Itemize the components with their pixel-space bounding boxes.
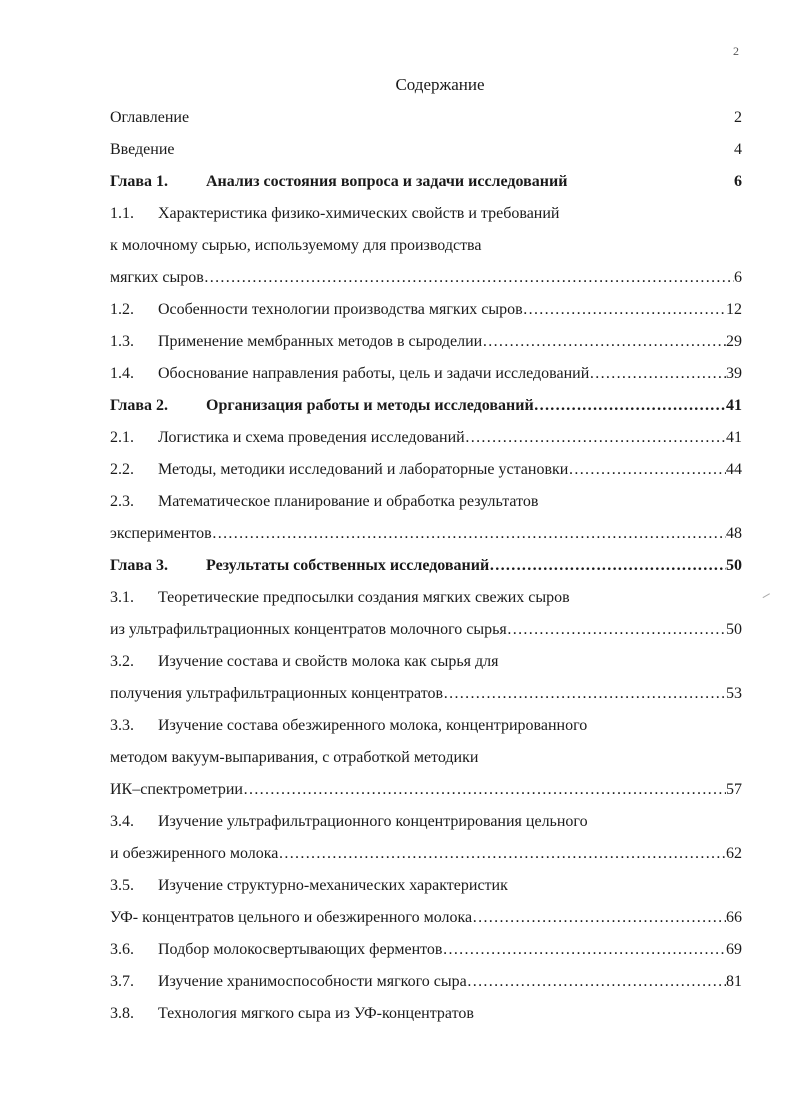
toc-page: 53 bbox=[726, 683, 742, 705]
toc-entry bbox=[110, 843, 742, 865]
toc-chapter bbox=[110, 171, 742, 193]
toc-text: Изучение ультрафильтрационного концентрирования цельного bbox=[158, 813, 588, 830]
toc-page: 44 bbox=[726, 459, 742, 481]
toc-text: Применение мембранных методов в сыроделии bbox=[158, 333, 483, 350]
toc-text: из ультрафильтрационных концентратов молочного сырья bbox=[110, 621, 507, 638]
toc-text: Изучение структурно-механических характеристик bbox=[158, 877, 508, 894]
toc-num: 3.1. bbox=[110, 589, 134, 606]
toc-page: 6 bbox=[734, 267, 742, 289]
toc-page: 41 bbox=[726, 427, 742, 449]
toc-entry bbox=[110, 299, 742, 321]
toc-entry bbox=[110, 459, 742, 481]
toc-entry bbox=[110, 715, 742, 737]
toc-page: 50 bbox=[726, 555, 742, 577]
toc-text: мягких сыров bbox=[110, 269, 204, 286]
toc-entry bbox=[110, 203, 742, 225]
toc-num: 2.3. bbox=[110, 493, 134, 510]
toc-chapter bbox=[110, 555, 742, 577]
toc-entry bbox=[110, 139, 742, 161]
toc-page: 29 bbox=[726, 331, 742, 353]
toc-entry bbox=[110, 331, 742, 353]
toc-text: Математическое планирование и обработка результатов bbox=[158, 493, 539, 510]
toc-text: Изучение состава и свойств молока как сырья для bbox=[158, 653, 499, 670]
toc-entry bbox=[110, 363, 742, 385]
toc-entry bbox=[110, 619, 742, 641]
toc-text: Характеристика физико-химических свойств и требований bbox=[158, 205, 560, 222]
toc-entry bbox=[110, 1003, 742, 1025]
toc-entry bbox=[110, 587, 742, 609]
toc-page: 81 bbox=[726, 971, 742, 993]
toc-num: Глава 2. bbox=[110, 397, 168, 414]
toc-num: 3.2. bbox=[110, 653, 134, 670]
toc-entry bbox=[110, 267, 742, 289]
toc-text: Оглавление bbox=[110, 109, 190, 126]
toc-text: Методы, методики исследований и лабораторные установки bbox=[158, 461, 569, 478]
toc-text: Теоретические предпосылки создания мягких свежих сыров bbox=[158, 589, 570, 606]
toc-entry bbox=[110, 779, 742, 801]
toc-num: 3.8. bbox=[110, 1005, 134, 1022]
toc-page: 6 bbox=[734, 171, 742, 193]
toc-entry bbox=[110, 651, 742, 673]
toc-page: 2 bbox=[734, 107, 742, 129]
toc-num: Глава 3. bbox=[110, 557, 168, 574]
toc-entry bbox=[110, 971, 742, 993]
toc-page: 66 bbox=[726, 907, 742, 929]
toc-entry bbox=[110, 907, 742, 929]
toc-num: 2.2. bbox=[110, 461, 134, 478]
toc-num: 3.6. bbox=[110, 941, 134, 958]
toc-entry bbox=[110, 747, 742, 769]
toc-page: 57 bbox=[726, 779, 742, 801]
scan-mark bbox=[763, 593, 772, 600]
toc-text: Организация работы и методы исследований bbox=[206, 397, 534, 414]
toc-num: 1.1. bbox=[110, 205, 134, 222]
toc-entry bbox=[110, 491, 742, 513]
toc-page: 48 bbox=[726, 523, 742, 545]
toc-page: 69 bbox=[726, 939, 742, 961]
toc-num: 2.1. bbox=[110, 429, 134, 446]
toc-entry bbox=[110, 107, 742, 129]
toc-page: 12 bbox=[726, 299, 742, 321]
toc-text: ИК–спектрометрии bbox=[110, 781, 243, 798]
toc-text: Результаты собственных исследований bbox=[206, 557, 490, 574]
toc-num: 3.5. bbox=[110, 877, 134, 894]
toc-text: Введение bbox=[110, 141, 175, 158]
toc-page: 50 bbox=[726, 619, 742, 641]
toc-chapter bbox=[110, 395, 742, 417]
toc-text: Анализ состояния вопроса и задачи исследований bbox=[206, 173, 568, 190]
toc-num: 1.4. bbox=[110, 365, 134, 382]
toc-num: 3.3. bbox=[110, 717, 134, 734]
toc-text: Подбор молокосвертывающих ферментов bbox=[158, 941, 443, 958]
toc-text: к молочному сырью, используемому для производства bbox=[110, 237, 482, 254]
toc-num: Глава 1. bbox=[110, 173, 168, 190]
toc-text: Особенности технологии производства мягких сыров bbox=[158, 301, 523, 318]
toc-num: 3.7. bbox=[110, 973, 134, 990]
toc-entry bbox=[110, 939, 742, 961]
toc-text: экспериментов bbox=[110, 525, 212, 542]
toc-entry bbox=[110, 683, 742, 705]
toc-num: 1.3. bbox=[110, 333, 134, 350]
toc-page: 62 bbox=[726, 843, 742, 865]
toc-text: Логистика и схема проведения исследований bbox=[158, 429, 465, 446]
toc-text: Изучение состава обезжиренного молока, концентрированного bbox=[158, 717, 588, 734]
toc-text: получения ультрафильтрационных концентратов bbox=[110, 685, 444, 702]
toc-page: 41 bbox=[726, 395, 742, 417]
toc-num: 3.4. bbox=[110, 813, 134, 830]
toc-entry bbox=[110, 427, 742, 449]
toc-page: 4 bbox=[734, 139, 742, 161]
toc-text: Изучение хранимоспособности мягкого сыра bbox=[158, 973, 467, 990]
toc-text: и обезжиренного молока bbox=[110, 845, 279, 862]
page-title: Содержание bbox=[395, 75, 485, 94]
toc-entry bbox=[110, 875, 742, 897]
toc-entry bbox=[110, 235, 742, 257]
toc-entry bbox=[110, 523, 742, 545]
page-number: 2 bbox=[733, 44, 739, 58]
toc-page: 39 bbox=[726, 363, 742, 385]
toc-text: Обоснование направления работы, цель и задачи исследований bbox=[158, 365, 590, 382]
toc-text: методом вакуум-выпаривания, с отработкой методики bbox=[110, 749, 479, 766]
toc-text: УФ- концентратов цельного и обезжиренного молока bbox=[110, 909, 473, 926]
toc-num: 1.2. bbox=[110, 301, 134, 318]
toc-entry bbox=[110, 811, 742, 833]
toc-text: Технология мягкого сыра из УФ-концентратов bbox=[158, 1005, 474, 1022]
